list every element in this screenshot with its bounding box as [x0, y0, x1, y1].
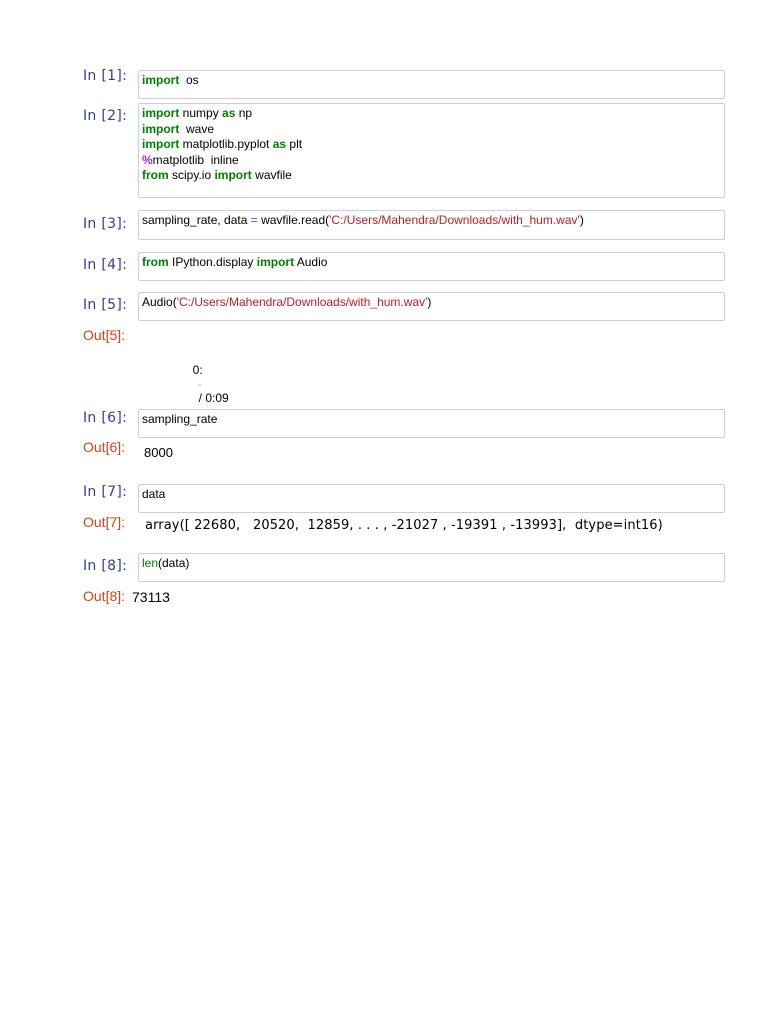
cell-4-in-prompt: In [4]: [83, 257, 128, 273]
cell-8-in-prompt: In [8]: [83, 558, 128, 574]
cell-7-input[interactable] [138, 484, 725, 513]
cell-5-input[interactable] [138, 292, 725, 321]
code-text: matplotlib inline [152, 152, 239, 167]
code-text: matplotlib.pyplot [179, 137, 273, 152]
code-text: Audio( [142, 295, 177, 309]
code-line [142, 412, 721, 428]
code-text: sampling_rate [142, 412, 218, 426]
code-builtin: len [142, 556, 159, 570]
cell-2-input[interactable] [138, 103, 725, 198]
code-keyword: import [256, 255, 295, 269]
code-line [142, 73, 721, 89]
code-text: wave [179, 121, 215, 136]
code-text: scipy.io [168, 168, 215, 183]
cell-6-output: 8000 [144, 445, 173, 460]
cell-6-input[interactable] [138, 409, 725, 438]
code-keyword: import [214, 168, 252, 183]
cell-7-output: array([ 22680, 20520, 12859, . . . , -21027 , -19391 , -13993], dtype=int16) [145, 518, 663, 533]
code-line [142, 213, 721, 229]
cell-5-out-prompt: Out[5]: [83, 327, 126, 343]
code-line [142, 153, 721, 169]
cell-4-input[interactable] [138, 252, 725, 281]
audio-progress-separator: - [197, 377, 202, 391]
cell-6-in-prompt: In [6]: [83, 410, 128, 426]
cell-7-in-prompt: In [7]: [83, 484, 128, 500]
cell-3-input[interactable] [138, 210, 725, 240]
audio-total-time: / 0:09 [198, 391, 229, 405]
audio-current-time: 0: [192, 363, 203, 377]
cell-8-out-prompt: Out[8]: [83, 588, 126, 604]
code-line [142, 556, 721, 572]
code-keyword: import [142, 121, 180, 136]
code-keyword: from [142, 255, 169, 269]
code-string: 'C:/Users/Mahendra/Downloads/with_hum.wav' [329, 213, 580, 227]
cell-2-in-prompt: In [2]: [83, 108, 128, 124]
code-keyword: import [142, 137, 180, 152]
cell-7-out-prompt: Out[7]: [83, 514, 126, 530]
code-line [142, 122, 721, 138]
code-text: ) [579, 213, 584, 227]
code-line [142, 168, 721, 184]
cell-8-input[interactable] [138, 553, 725, 582]
code-line [142, 295, 721, 311]
code-text: ) [427, 295, 432, 309]
cell-1-input[interactable] [138, 70, 725, 99]
code-line [142, 255, 721, 271]
cell-3-in-prompt: In [3]: [83, 216, 128, 232]
cell-5-in-prompt: In [5]: [83, 297, 128, 313]
code-string: 'C:/Users/Mahendra/Downloads/with_hum.wav' [176, 295, 428, 309]
code-text: sampling_rate, data [142, 213, 251, 227]
audio-player[interactable] [186, 349, 229, 405]
code-keyword: as [272, 137, 287, 152]
code-operator: = [250, 213, 258, 227]
code-text: wavfile [251, 168, 292, 183]
code-text: os [179, 73, 199, 87]
cell-1-in-prompt: In [1]: [83, 68, 128, 84]
code-keyword: import [142, 106, 180, 120]
code-line [142, 106, 721, 122]
code-text: numpy [179, 106, 223, 120]
code-text: wavfile.read( [257, 213, 330, 227]
code-line [142, 137, 721, 153]
code-keyword: from [142, 168, 169, 183]
code-text: np [235, 106, 253, 120]
cell-6-out-prompt: Out[6]: [83, 439, 126, 455]
code-line [142, 487, 721, 503]
code-keyword: import [142, 73, 180, 87]
code-keyword: as [222, 106, 236, 120]
code-text: data [142, 487, 166, 501]
code-text: plt [286, 137, 303, 152]
code-operator: % [142, 152, 153, 167]
cell-8-output: 73113 [132, 589, 170, 605]
code-text: (data) [158, 556, 190, 570]
code-text: IPython.display [168, 255, 257, 269]
code-text: Audio [294, 255, 328, 269]
